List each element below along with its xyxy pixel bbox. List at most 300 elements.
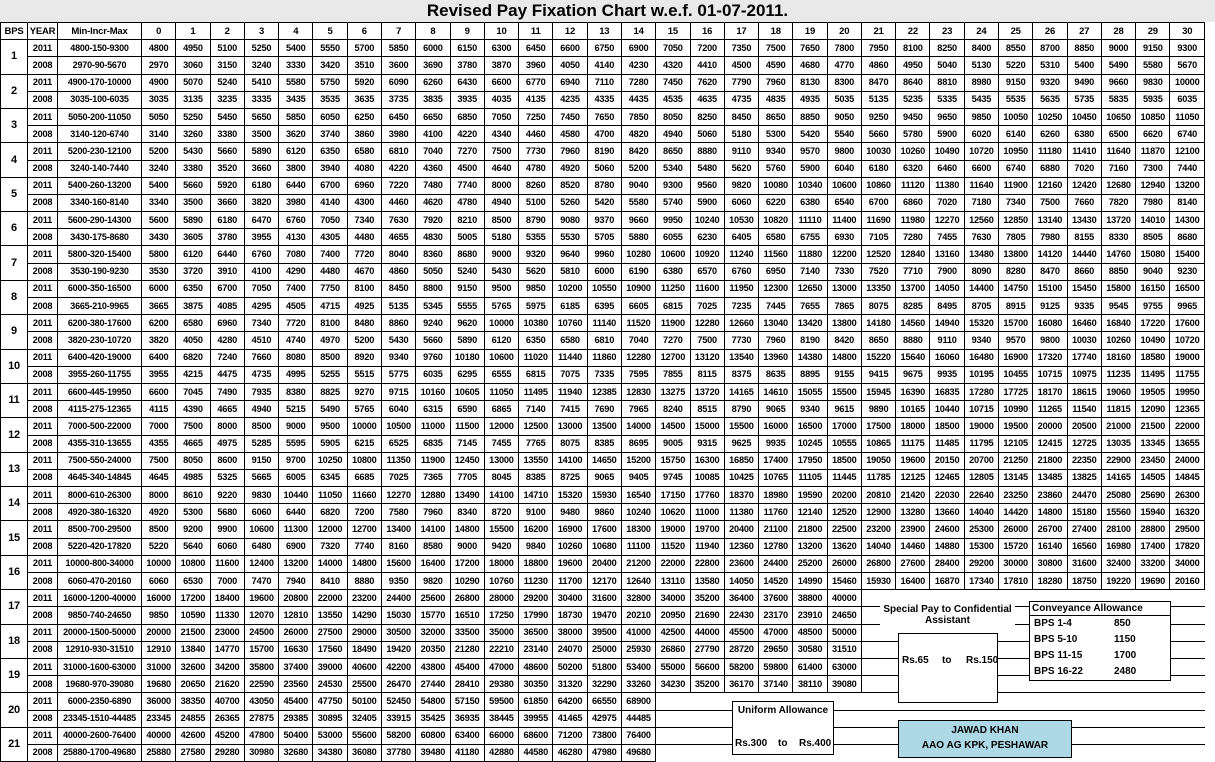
stage-value: 8210 xyxy=(450,212,484,229)
stage-value: 5580 xyxy=(1136,57,1170,74)
stage-value: 16510 xyxy=(450,607,484,624)
stage-value: 6180 xyxy=(861,160,895,177)
stage-value: 12830 xyxy=(621,383,655,400)
empty-cell xyxy=(1170,727,1205,744)
stage-value: 8680 xyxy=(450,246,484,263)
stage-value: 32680 xyxy=(279,744,313,761)
stage-value: 8260 xyxy=(519,177,553,194)
stage-value: 12090 xyxy=(1136,401,1170,418)
stage-value: 15945 xyxy=(861,383,895,400)
stage-value: 6820 xyxy=(313,504,347,521)
stage-value: 8505 xyxy=(1136,229,1170,246)
stage-value: 16060 xyxy=(930,349,964,366)
stage-value: 3780 xyxy=(450,57,484,74)
stage-value: 19600 xyxy=(244,590,278,607)
stage-value: 26000 xyxy=(279,624,313,641)
stage-value: 32405 xyxy=(347,710,381,727)
empty-cell xyxy=(656,727,690,744)
stage-value: 10530 xyxy=(724,212,758,229)
stage-value: 7850 xyxy=(621,108,655,125)
stage-value: 20810 xyxy=(861,487,895,504)
stage-value: 8360 xyxy=(416,246,450,263)
header-stage: 12 xyxy=(553,23,587,40)
stage-value: 12000 xyxy=(484,418,518,435)
stage-value: 13275 xyxy=(656,383,690,400)
stage-value: 34380 xyxy=(313,744,347,761)
stage-value: 29385 xyxy=(279,710,313,727)
header-stage: 18 xyxy=(759,23,793,40)
header-stage: 28 xyxy=(1101,23,1135,40)
stage-value: 41000 xyxy=(621,624,655,641)
signature-designation: AAO AG KPK, PESHAWAR xyxy=(921,740,1049,751)
stage-value: 13035 xyxy=(1101,435,1135,452)
stage-value: 7110 xyxy=(587,74,621,91)
stage-value: 3605 xyxy=(176,229,210,246)
stage-value: 5240 xyxy=(210,74,244,91)
year-cell: 2008 xyxy=(28,332,58,349)
stage-value: 32290 xyxy=(587,676,621,693)
stage-value: 5260 xyxy=(553,194,587,211)
stage-value: 8980 xyxy=(964,74,998,91)
table-row xyxy=(1,263,1205,280)
stage-value: 4925 xyxy=(347,298,381,315)
stage-value: 4970 xyxy=(313,332,347,349)
stage-value: 3860 xyxy=(347,126,381,143)
stage-value: 9340 xyxy=(381,349,415,366)
stage-value: 6760 xyxy=(244,246,278,263)
stage-value: 22210 xyxy=(484,641,518,658)
stage-value: 9000 xyxy=(450,538,484,555)
stage-value: 28400 xyxy=(930,555,964,572)
stage-value: 3910 xyxy=(210,263,244,280)
stage-value: 13000 xyxy=(484,452,518,469)
stage-value: 14460 xyxy=(896,538,930,555)
stage-value: 22350 xyxy=(1067,452,1101,469)
stage-value: 21800 xyxy=(793,521,827,538)
signature-block xyxy=(898,720,1072,758)
stage-value: 35800 xyxy=(244,658,278,675)
stage-value: 17725 xyxy=(999,383,1033,400)
stage-value: 3955 xyxy=(244,229,278,246)
stage-value: 9350 xyxy=(381,573,415,590)
stage-value: 4035 xyxy=(484,91,518,108)
header-range: Min-Incr-Max xyxy=(58,23,142,40)
stage-value: 6540 xyxy=(827,194,861,211)
stage-value: 9110 xyxy=(724,143,758,160)
stage-value: 34230 xyxy=(656,676,690,693)
stage-value: 7500 xyxy=(176,418,210,435)
stage-value: 9420 xyxy=(484,538,518,555)
stage-value: 10555 xyxy=(827,435,861,452)
header-stage: 9 xyxy=(450,23,484,40)
stage-value: 11440 xyxy=(553,349,587,366)
stage-value: 6215 xyxy=(347,435,381,452)
stage-value: 6380 xyxy=(793,194,827,211)
stage-value: 15640 xyxy=(896,349,930,366)
stage-value: 5240 xyxy=(450,263,484,280)
range-cell: 5200-230-12100 xyxy=(58,143,142,160)
stage-value: 5765 xyxy=(484,298,518,315)
stage-value: 14800 xyxy=(827,349,861,366)
stage-value: 8385 xyxy=(587,435,621,452)
year-cell: 2011 xyxy=(28,487,58,504)
stage-value: 5200 xyxy=(621,160,655,177)
stage-value: 13420 xyxy=(793,315,827,332)
stage-value: 25690 xyxy=(1136,487,1170,504)
stage-value: 19590 xyxy=(793,487,827,504)
stage-value: 56600 xyxy=(690,658,724,675)
stage-value: 7200 xyxy=(347,504,381,521)
stage-value: 13200 xyxy=(279,555,313,572)
stage-value: 16560 xyxy=(1067,538,1101,555)
stage-value: 8100 xyxy=(896,40,930,57)
stage-value: 14750 xyxy=(999,280,1033,297)
empty-cell xyxy=(1101,744,1135,761)
conveyance-amount: 1150 xyxy=(1114,634,1136,645)
stage-value: 8800 xyxy=(416,280,450,297)
stage-value: 7445 xyxy=(759,298,793,315)
stage-value: 26860 xyxy=(656,641,690,658)
stage-value: 15450 xyxy=(1067,280,1101,297)
stage-value: 3875 xyxy=(176,298,210,315)
stage-value: 10245 xyxy=(793,435,827,452)
stage-value: 6820 xyxy=(176,349,210,366)
stage-value: 10975 xyxy=(1067,366,1101,383)
stage-value: 50100 xyxy=(347,693,381,710)
header-stage: 15 xyxy=(656,23,690,40)
stage-value: 5920 xyxy=(347,74,381,91)
stage-value: 47980 xyxy=(587,744,621,761)
stage-value: 10085 xyxy=(690,469,724,486)
stage-value: 8115 xyxy=(690,366,724,383)
stage-value: 18800 xyxy=(519,555,553,572)
bps-cell: 8 xyxy=(1,280,28,314)
stage-value: 10180 xyxy=(450,349,484,366)
stage-value: 7500 xyxy=(142,452,176,469)
stage-value: 5420 xyxy=(793,126,827,143)
stage-value: 13110 xyxy=(656,573,690,590)
year-cell: 2008 xyxy=(28,710,58,727)
stage-value: 5300 xyxy=(759,126,793,143)
stage-value: 3935 xyxy=(450,91,484,108)
stage-value: 35000 xyxy=(484,624,518,641)
stage-value: 6755 xyxy=(793,229,827,246)
stage-value: 3980 xyxy=(279,194,313,211)
stage-value: 11020 xyxy=(519,349,553,366)
stage-value: 15930 xyxy=(587,487,621,504)
stage-value: 6050 xyxy=(313,108,347,125)
stage-value: 7705 xyxy=(450,469,484,486)
year-cell: 2008 xyxy=(28,229,58,246)
stage-value: 19000 xyxy=(1170,349,1205,366)
stage-value: 17560 xyxy=(313,641,347,658)
stage-value: 10990 xyxy=(999,401,1033,418)
stage-value: 15000 xyxy=(690,418,724,435)
stage-value: 11495 xyxy=(519,383,553,400)
stage-value: 16480 xyxy=(964,349,998,366)
stage-value: 3665 xyxy=(142,298,176,315)
stage-value: 12420 xyxy=(1067,177,1101,194)
stage-value: 6600 xyxy=(142,383,176,400)
stage-value: 9935 xyxy=(759,435,793,452)
stage-value: 8500 xyxy=(142,521,176,538)
header-stage: 2 xyxy=(210,23,244,40)
stage-value: 6760 xyxy=(724,263,758,280)
stage-value: 8520 xyxy=(553,177,587,194)
stage-value: 5135 xyxy=(381,298,415,315)
stage-value: 4340 xyxy=(484,126,518,143)
stage-value: 7655 xyxy=(793,298,827,315)
stage-value: 7455 xyxy=(930,229,964,246)
stage-value: 19600 xyxy=(896,452,930,469)
stage-value: 8450 xyxy=(724,108,758,125)
stage-value: 29000 xyxy=(347,624,381,641)
stage-value: 5060 xyxy=(690,126,724,143)
stage-value: 48600 xyxy=(519,658,553,675)
stage-value: 6570 xyxy=(690,263,724,280)
stage-value: 3660 xyxy=(244,160,278,177)
stage-value: 5100 xyxy=(210,40,244,57)
stage-value: 8330 xyxy=(1101,229,1135,246)
year-cell: 2011 xyxy=(28,108,58,125)
stage-value: 17340 xyxy=(964,573,998,590)
stage-value: 11540 xyxy=(1067,401,1101,418)
bps-cell: 21 xyxy=(1,727,28,761)
stage-value: 9800 xyxy=(827,143,861,160)
stage-value: 12450 xyxy=(450,452,484,469)
table-row xyxy=(1,212,1205,229)
year-cell: 2008 xyxy=(28,263,58,280)
stage-value: 13700 xyxy=(896,280,930,297)
stage-value: 26800 xyxy=(450,590,484,607)
empty-cell xyxy=(861,727,895,744)
stage-value: 5700 xyxy=(347,40,381,57)
stage-value: 7000 xyxy=(142,418,176,435)
stage-value: 9300 xyxy=(1170,40,1205,57)
stage-value: 28720 xyxy=(724,641,758,658)
conveyance-grade: BPS 16-22 xyxy=(1034,666,1083,677)
stage-value: 6060 xyxy=(210,538,244,555)
stage-value: 14420 xyxy=(999,504,1033,521)
stage-value: 8160 xyxy=(381,538,415,555)
header-bps: BPS xyxy=(1,23,28,40)
bps-cell: 19 xyxy=(1,658,28,692)
year-cell: 2008 xyxy=(28,160,58,177)
stage-value: 6740 xyxy=(999,160,1033,177)
stage-value: 61400 xyxy=(793,658,827,675)
stage-value: 3135 xyxy=(176,91,210,108)
year-cell: 2011 xyxy=(28,280,58,297)
stage-value: 5255 xyxy=(313,366,347,383)
stage-value: 19600 xyxy=(553,555,587,572)
stage-value: 3430 xyxy=(142,229,176,246)
stage-value: 15100 xyxy=(1033,280,1067,297)
stage-value: 3510 xyxy=(347,57,381,74)
stage-value: 6960 xyxy=(210,315,244,332)
range-cell: 4900-170-10000 xyxy=(58,74,142,91)
stage-value: 8880 xyxy=(896,332,930,349)
stage-value: 11445 xyxy=(827,469,861,486)
stage-value: 9860 xyxy=(587,504,621,521)
stage-value: 14040 xyxy=(861,538,895,555)
stage-value: 10260 xyxy=(553,538,587,555)
stage-value: 9900 xyxy=(210,521,244,538)
stage-value: 14800 xyxy=(1033,504,1067,521)
range-cell: 3140-120-6740 xyxy=(58,126,142,143)
table-row xyxy=(1,143,1205,160)
stage-value: 4100 xyxy=(244,263,278,280)
stage-value: 4920 xyxy=(553,160,587,177)
stage-value: 7025 xyxy=(690,298,724,315)
stage-value: 12365 xyxy=(1170,401,1205,418)
range-cell: 6000-350-16500 xyxy=(58,280,142,297)
stage-value: 19470 xyxy=(587,607,621,624)
stage-value: 13140 xyxy=(1033,212,1067,229)
stage-value: 13000 xyxy=(553,418,587,435)
stage-value: 10200 xyxy=(553,280,587,297)
stage-value: 6120 xyxy=(176,246,210,263)
range-cell: 3240-140-7440 xyxy=(58,160,142,177)
stage-value: 6700 xyxy=(313,177,347,194)
stage-value: 10290 xyxy=(450,573,484,590)
stage-value: 8500 xyxy=(484,212,518,229)
stage-value: 21800 xyxy=(1033,452,1067,469)
stage-value: 12125 xyxy=(896,469,930,486)
stage-value: 4500 xyxy=(450,160,484,177)
stage-value: 9965 xyxy=(1170,298,1205,315)
table-row xyxy=(1,641,1205,658)
stage-value: 8790 xyxy=(519,212,553,229)
stage-value: 36170 xyxy=(724,676,758,693)
stage-value: 12650 xyxy=(793,280,827,297)
stage-value: 3260 xyxy=(176,126,210,143)
stage-value: 11520 xyxy=(656,538,690,555)
stage-value: 40000 xyxy=(827,590,861,607)
stage-value: 7660 xyxy=(244,349,278,366)
stage-value: 7500 xyxy=(690,332,724,349)
stage-value: 10760 xyxy=(484,573,518,590)
stage-value: 3955 xyxy=(142,366,176,383)
stage-value: 45500 xyxy=(724,624,758,641)
range-cell: 3665-210-9965 xyxy=(58,298,142,315)
stage-value: 8385 xyxy=(519,469,553,486)
stage-value: 51800 xyxy=(587,658,621,675)
stage-value: 19680 xyxy=(142,676,176,693)
stage-value: 29280 xyxy=(210,744,244,761)
stage-value: 11870 xyxy=(1136,143,1170,160)
stage-value: 12840 xyxy=(896,246,930,263)
table-row xyxy=(1,658,1205,675)
stage-value: 4735 xyxy=(724,91,758,108)
stage-value: 13550 xyxy=(519,452,553,469)
stage-value: 16460 xyxy=(1067,315,1101,332)
stage-value: 8480 xyxy=(347,315,381,332)
stage-value: 7740 xyxy=(450,177,484,194)
bps-cell: 3 xyxy=(1,108,28,142)
stage-value: 8660 xyxy=(1067,263,1101,280)
stage-value: 9890 xyxy=(861,401,895,418)
stage-value: 9080 xyxy=(553,212,587,229)
stage-value: 6605 xyxy=(621,298,655,315)
stage-value: 14290 xyxy=(347,607,381,624)
stage-value: 7630 xyxy=(964,229,998,246)
stage-value: 14000 xyxy=(313,555,347,572)
stage-value: 18000 xyxy=(484,555,518,572)
stage-value: 3500 xyxy=(244,126,278,143)
stage-value: 44580 xyxy=(519,744,553,761)
stage-value: 40600 xyxy=(347,658,381,675)
year-cell: 2011 xyxy=(28,452,58,469)
stage-value: 3060 xyxy=(176,57,210,74)
stage-value: 9935 xyxy=(930,366,964,383)
stage-value: 47000 xyxy=(484,658,518,675)
stage-value: 14800 xyxy=(347,555,381,572)
stage-value: 9270 xyxy=(347,383,381,400)
stage-value: 21280 xyxy=(450,641,484,658)
stage-value: 10605 xyxy=(450,383,484,400)
table-row xyxy=(1,74,1205,91)
stage-value: 9050 xyxy=(827,108,861,125)
stage-value: 3780 xyxy=(210,229,244,246)
stage-value: 42975 xyxy=(587,710,621,727)
stage-value: 10590 xyxy=(176,607,210,624)
stage-value: 7980 xyxy=(1136,194,1170,211)
stage-value: 8895 xyxy=(793,366,827,383)
stage-value: 11700 xyxy=(553,573,587,590)
stage-value: 7800 xyxy=(827,40,861,57)
bps-cell: 9 xyxy=(1,315,28,349)
stage-value: 12520 xyxy=(861,246,895,263)
stage-value: 6555 xyxy=(484,366,518,383)
stage-value: 64200 xyxy=(553,693,587,710)
uniform-title: Uniform Allowance xyxy=(737,705,829,716)
stage-value: 5335 xyxy=(930,91,964,108)
stage-value: 7350 xyxy=(724,40,758,57)
year-cell: 2008 xyxy=(28,194,58,211)
year-cell: 2008 xyxy=(28,126,58,143)
stage-value: 53400 xyxy=(621,658,655,675)
stage-value: 6440 xyxy=(279,177,313,194)
stage-value: 5670 xyxy=(1170,57,1205,74)
stage-value: 6190 xyxy=(621,263,655,280)
stage-value: 6580 xyxy=(347,143,381,160)
stage-value: 8375 xyxy=(724,366,758,383)
stage-value: 5810 xyxy=(553,263,587,280)
stage-value: 8880 xyxy=(347,573,381,590)
stage-value: 10250 xyxy=(1033,108,1067,125)
stage-value: 9800 xyxy=(1033,332,1067,349)
stage-value: 9000 xyxy=(279,418,313,435)
stage-value: 6230 xyxy=(690,229,724,246)
stage-value: 12940 xyxy=(1136,177,1170,194)
stage-value: 4305 xyxy=(313,229,347,246)
empty-cell xyxy=(1136,727,1170,744)
stage-value: 7500 xyxy=(484,143,518,160)
stage-value: 6300 xyxy=(484,40,518,57)
stage-value: 35200 xyxy=(690,590,724,607)
stage-value: 8100 xyxy=(347,280,381,297)
stage-value: 17000 xyxy=(827,418,861,435)
year-cell: 2011 xyxy=(28,693,58,710)
stage-value: 33915 xyxy=(381,710,415,727)
stage-value: 5620 xyxy=(519,263,553,280)
range-cell: 3530-190-9230 xyxy=(58,263,142,280)
stage-value: 5180 xyxy=(484,229,518,246)
stage-value: 8635 xyxy=(759,366,793,383)
stage-value: 7180 xyxy=(964,194,998,211)
stage-value: 4230 xyxy=(621,57,655,74)
stage-value: 7865 xyxy=(827,298,861,315)
